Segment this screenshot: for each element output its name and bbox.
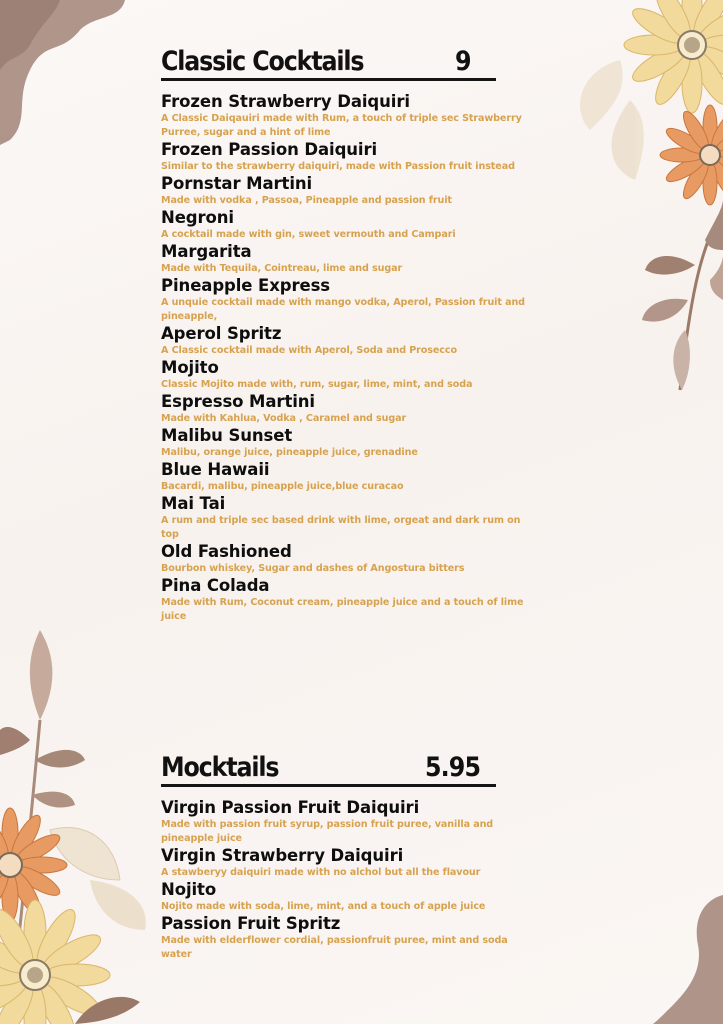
- menu-item-name: Virgin Passion Fruit Daiquiri: [161, 798, 420, 817]
- menu-item: [161, 358, 531, 392]
- menu-item: [161, 426, 531, 460]
- mocktail-list: [161, 798, 531, 962]
- menu-item: [161, 208, 531, 242]
- menu-item-name: Aperol Spritz: [161, 324, 282, 343]
- section-divider: [161, 784, 496, 787]
- menu-item-description: Bourbon whiskey, Sugar and dashes of Angostura bitters: [161, 563, 465, 574]
- section-divider: [161, 78, 496, 81]
- menu-item: [161, 494, 531, 542]
- menu-item-name: Virgin Strawberry Daiquiri: [161, 846, 404, 865]
- cocktail-list: [161, 92, 531, 624]
- corner-blob-top-left: [0, 0, 140, 150]
- menu-item-name: Mojito: [161, 358, 219, 377]
- section-title: Classic Cocktails: [161, 46, 364, 77]
- menu-item-name: Old Fashioned: [161, 542, 292, 561]
- menu-item-description: A cocktail made with gin, sweet vermouth and Campari: [161, 229, 456, 240]
- menu-item: [161, 324, 531, 358]
- menu-item-description: Made with Tequila, Cointreau, lime and sugar: [161, 263, 403, 274]
- section-mocktails: [161, 751, 531, 962]
- corner-blob-bottom-right: [643, 895, 723, 1024]
- menu-item-name: Nojito: [161, 880, 217, 899]
- menu-item: [161, 392, 531, 426]
- menu-item-description: A Classic cocktail made with Aperol, Soda and Prosecco: [161, 345, 457, 356]
- menu-item-name: Mai Tai: [161, 494, 226, 513]
- menu-item-name: Pina Colada: [161, 576, 270, 595]
- menu-item-description: Made with vodka , Passoa, Pineapple and passion fruit: [161, 195, 452, 206]
- menu-item: [161, 846, 531, 880]
- flower-cluster-top-right-icon: [560, 0, 723, 400]
- section-header: [161, 751, 531, 783]
- menu-item-name: Margarita: [161, 242, 252, 261]
- menu-item-name: Pineapple Express: [161, 276, 331, 295]
- section-price: 5.95: [425, 752, 481, 783]
- menu-item: [161, 276, 531, 324]
- menu-item-name: Frozen Strawberry Daiquiri: [161, 92, 410, 111]
- menu-item: [161, 880, 531, 914]
- menu-item: [161, 914, 531, 962]
- menu-item-name: Frozen Passion Daiquiri: [161, 140, 378, 159]
- menu-item-name: Passion Fruit Spritz: [161, 914, 341, 933]
- menu-item: [161, 798, 531, 846]
- menu-item-description: Made with passion fruit syrup, passion fruit puree, vanilla and pineapple juice: [161, 819, 494, 844]
- menu-item-description: Malibu, orange juice, pineapple juice, grenadine: [161, 447, 418, 458]
- menu-item-description: Similar to the strawberry daiquiri, made with Passion fruit instead: [161, 161, 515, 172]
- menu-item-name: Malibu Sunset: [161, 426, 293, 445]
- section-title: Mocktails: [161, 752, 279, 783]
- menu-item-description: Made with Rum, Coconut cream, pineapple juice and a touch of lime juice: [161, 597, 524, 622]
- menu-item: [161, 140, 531, 174]
- menu-item-name: Blue Hawaii: [161, 460, 270, 479]
- menu-item-name: Pornstar Martini: [161, 174, 313, 193]
- menu-item: [161, 542, 531, 576]
- menu-item-name: Espresso Martini: [161, 392, 315, 411]
- menu-item-description: Nojito made with soda, lime, mint, and a touch of apple juice: [161, 901, 486, 912]
- menu-item-description: Bacardi, malibu, pineapple juice,blue curacao: [161, 481, 404, 492]
- menu-item: [161, 92, 531, 140]
- menu-item: [161, 576, 531, 624]
- menu-item-description: A Classic Daiqauiri made with Rum, a touch of triple sec Strawberry Purree, sugar and a hint of lime: [161, 113, 522, 138]
- section-header: [161, 45, 531, 77]
- flower-cluster-bottom-left-icon: [0, 630, 160, 1024]
- menu-item-description: A unquie cocktail made with mango vodka, Aperol, Passion fruit and pineapple,: [161, 297, 525, 322]
- section-price: 9: [455, 46, 471, 77]
- menu-item-description: Classic Mojito made with, rum, sugar, lime, mint, and soda: [161, 379, 473, 390]
- menu-item-description: A rum and triple sec based drink with lime, orgeat and dark rum on top: [161, 515, 521, 540]
- menu-item: [161, 460, 531, 494]
- menu-item: [161, 242, 531, 276]
- menu-item-description: A stawberyy daiquiri made with no alchol but all the flavour: [161, 867, 481, 878]
- menu-item-description: Made with elderflower cordial, passionfruit puree, mint and soda water: [161, 935, 508, 960]
- menu-item: [161, 174, 531, 208]
- menu-item-name: Negroni: [161, 208, 234, 227]
- section-classic-cocktails: [161, 45, 531, 624]
- menu-item-description: Made with Kahlua, Vodka , Caramel and sugar: [161, 413, 407, 424]
